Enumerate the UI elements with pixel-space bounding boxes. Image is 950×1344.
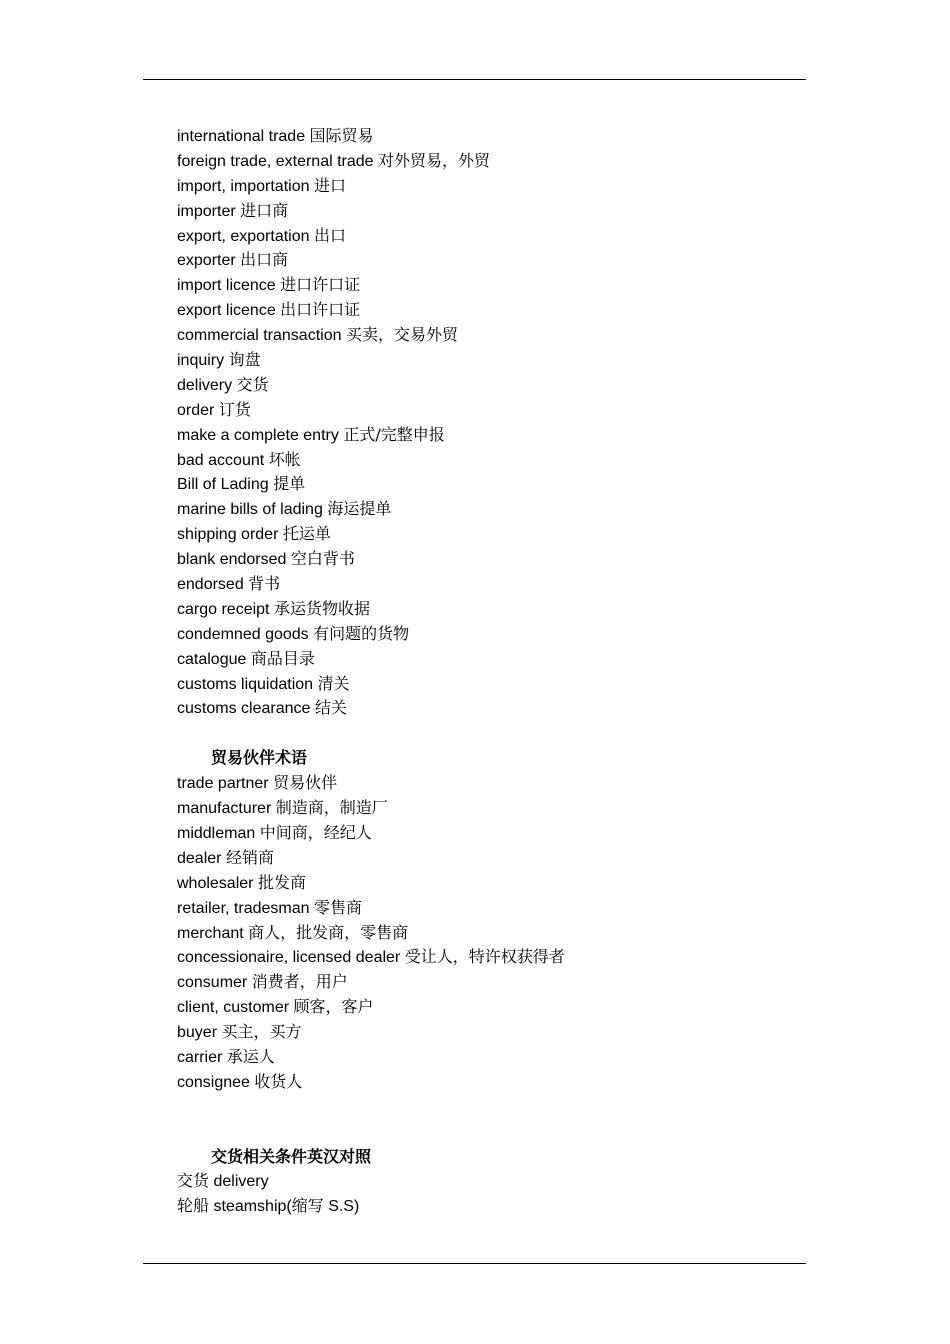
term-chinese: 国际贸易 [309,126,374,145]
header-rule [143,79,806,80]
term-english: buyer [177,1024,218,1042]
term-chinese: 收货人 [254,1071,303,1091]
term-english: client, customer [177,999,290,1017]
term-chinese: 出口 [313,225,346,245]
term-english: consignee [177,1073,250,1091]
term-chinese: 批发商 [257,872,306,892]
blank-line [177,721,817,746]
document-body [177,124,817,1219]
term-entry [177,622,817,647]
term-chinese: 零售商 [313,897,362,917]
term-english: concessionaire, licensed dealer [177,949,401,967]
term-english: retailer, tradesman [177,899,310,917]
term-entry [177,273,817,298]
term-entry [177,846,817,871]
term-chinese: 贸易伙伴 [273,773,338,793]
term-entry [177,921,817,946]
section-heading-delivery-terms: 交货相关条件英汉对照 [211,1146,372,1166]
term-chinese: 提单 [273,474,306,494]
term-english: marine bills of lading [177,501,323,519]
term-english: shipping order [177,526,279,544]
term-english: inquiry [177,352,225,370]
term-entry [177,547,817,572]
term-english: foreign trade, external trade [177,152,374,170]
term-entry [177,448,817,473]
term-chinese: 轮船 [177,1196,210,1216]
footer-rule [143,1263,806,1264]
term-chinese: 有问题的货物 [313,623,410,643]
term-english: international trade [177,128,306,145]
term-entry [177,647,817,672]
term-chinese: 托运单 [282,524,331,544]
term-chinese: 出口许口证 [280,300,361,320]
term-english: wholesaler [177,874,254,892]
term-english: endorsed [177,576,244,594]
term-chinese: 买卖，交易外贸 [345,325,458,345]
term-english: condemned goods [177,625,309,643]
term-chinese-note: 缩写 [291,1196,324,1216]
term-entry [177,945,817,970]
term-entry [177,248,817,273]
term-chinese: 消费者，用户 [251,972,348,992]
term-entry [177,696,817,721]
term-entry [177,348,817,373]
term-list-general [177,124,817,721]
term-chinese: 对外贸易，外贸 [378,150,491,170]
term-english: importer [177,202,236,220]
term-chinese: 商品目录 [250,648,315,668]
term-chinese: 买主，买方 [221,1022,302,1042]
term-entry [177,1194,817,1219]
blank-line [177,1120,817,1145]
term-english: dealer [177,849,222,867]
term-entry [177,472,817,497]
term-entry [177,597,817,622]
term-english: delivery [177,376,233,394]
term-english: import licence [177,277,276,295]
term-english: exporter [177,252,236,270]
term-english: catalogue [177,650,247,668]
term-entry [177,199,817,224]
term-english: customs liquidation [177,675,314,693]
term-english: commercial transaction [177,327,342,345]
term-entry [177,423,817,448]
blank-line [177,1095,817,1120]
term-entry [177,522,817,547]
term-english: consumer [177,974,248,992]
term-chinese: 空白背书 [290,549,355,569]
term-entry [177,995,817,1020]
term-entry [177,174,817,199]
term-entry [177,771,817,796]
term-chinese: 受让人，特许权获得者 [404,947,565,967]
term-english: export licence [177,302,276,320]
term-chinese: 正式/完整申报 [343,424,445,444]
term-chinese: 询盘 [228,350,261,370]
term-english: steamship( [213,1198,292,1216]
term-english: manufacturer [177,800,272,818]
term-chinese: 结关 [314,698,347,718]
term-english: export, exportation [177,227,310,245]
term-english: merchant [177,924,244,942]
term-entry [177,497,817,522]
term-english: import, importation [177,177,310,195]
term-entry [177,672,817,697]
term-entry [177,1169,817,1194]
term-chinese: 承运货物收据 [273,598,370,618]
term-entry [177,124,817,149]
term-chinese: 清关 [317,673,350,693]
term-list-delivery-terms [177,1169,817,1219]
term-entry [177,1045,817,1070]
term-chinese: 进口 [313,175,346,195]
term-chinese: 进口许口证 [280,275,361,295]
term-chinese: 坏帐 [268,449,301,469]
term-chinese: 交货 [177,1171,210,1191]
term-chinese: 出口商 [240,250,289,270]
term-english: Bill of Lading [177,476,269,494]
term-english-abbrev: S.S) [328,1198,360,1216]
term-chinese: 承运人 [226,1046,275,1066]
term-entry [177,373,817,398]
term-list-trade-partners [177,771,817,1095]
term-chinese: 中间商，经纪人 [259,822,372,842]
term-entry [177,1070,817,1095]
term-entry [177,572,817,597]
term-entry [177,1020,817,1045]
term-entry [177,224,817,249]
term-chinese: 海运提单 [327,499,392,519]
term-english: cargo receipt [177,600,270,618]
term-chinese: 制造商，制造厂 [275,798,388,818]
term-entry [177,149,817,174]
term-entry [177,821,817,846]
term-entry [177,871,817,896]
term-english: customs clearance [177,700,311,718]
term-entry [177,298,817,323]
term-entry [177,323,817,348]
term-chinese: 背书 [248,574,281,594]
term-english: carrier [177,1048,223,1066]
term-chinese: 顾客，客户 [293,997,374,1017]
term-entry [177,896,817,921]
term-english: bad account [177,451,265,469]
term-entry [177,796,817,821]
term-chinese: 商人，批发商，零售商 [248,922,409,942]
term-chinese: 经销商 [225,847,274,867]
term-chinese: 进口商 [240,200,289,220]
term-english: order [177,401,215,419]
term-chinese: 订货 [218,399,251,419]
term-entry [177,398,817,423]
term-entry [177,970,817,995]
term-english: blank endorsed [177,551,287,569]
term-english: delivery [213,1173,269,1191]
section-heading-trade-partners: 贸易伙伴术语 [211,748,308,768]
term-english: middleman [177,824,256,842]
term-english: make a complete entry [177,426,339,444]
term-english: trade partner [177,775,269,793]
term-chinese: 交货 [236,374,269,394]
